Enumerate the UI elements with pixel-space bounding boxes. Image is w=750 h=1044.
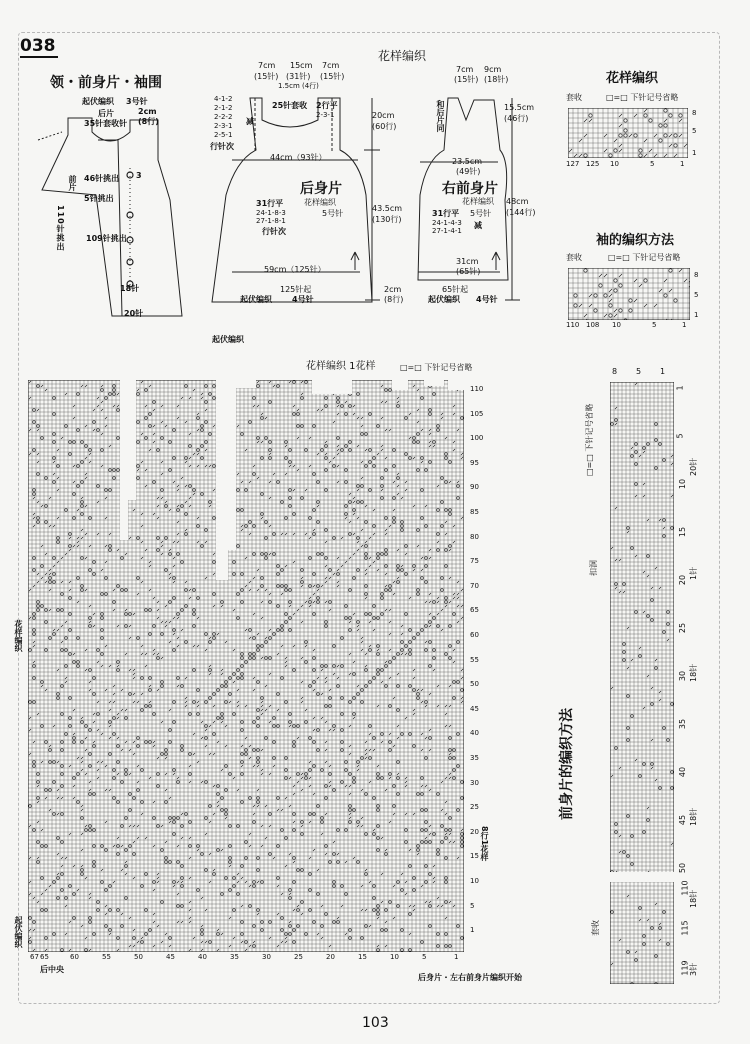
back-title: 后身片 [300,181,342,197]
front-stitch-count: 1针 [689,566,698,580]
label: 5 [692,127,697,135]
front-stitch-count: 3针 [689,962,698,976]
row-number: 75 [470,557,479,566]
row-number: 80 [470,532,479,541]
front-stitch-count: 18针 [689,807,698,826]
pattern-number: 038 [20,36,56,56]
label: (15针) [320,72,345,81]
column-number: 1 [454,953,459,961]
main-chart-legend: □=□ 下针记号省略 [400,363,473,372]
column-number: 5 [422,953,427,961]
row-number: 95 [470,458,479,467]
column-number: 45 [166,953,175,961]
label: 110针挑出 [56,205,65,252]
label: 前片 [68,175,77,191]
label: 2-5-1 [214,131,233,139]
label: 5号针 [322,209,344,218]
label: 7cm [322,61,340,70]
label: 起伏编织 [428,295,460,304]
row-number: 70 [470,581,479,590]
label: 行针次 [210,142,234,151]
row-number: 10 [470,877,479,885]
front-row-number: 40 [678,766,688,778]
row-number: 55 [470,655,479,664]
label: 2cm [384,285,402,294]
label: (144行) [506,208,536,217]
label: 67 [30,953,39,961]
label: 5针挑出 [84,194,114,203]
row-number: 1 [470,926,475,935]
front-col-number: 1 [660,367,666,376]
label: 2-1-2 [214,104,233,112]
row-number: 100 [470,434,484,443]
label: (8行) [138,117,159,126]
label: 套收 [591,920,600,936]
row-number: 35 [470,754,479,762]
label: 4号针 [292,295,314,304]
main-knitting-chart [28,380,464,952]
label: 8 [694,271,699,279]
main-chart-header: 花样编织 1花样 [306,361,376,372]
label: 5 [694,291,699,299]
small-chart-legend: □=□ 下针记号省略 [606,93,679,102]
label: 20cm [372,111,395,120]
label: 46针挑出 [84,174,120,183]
front-method-legend: □=□ 下针记号省略 [585,403,594,476]
label: 套收 [566,93,582,102]
front-row-number: 15 [678,526,688,538]
label: 110 [566,321,580,329]
label: 行针次 [262,227,286,236]
pattern-knit-heading: 花样编织 [378,49,427,63]
label: 1 [692,149,697,157]
front-row-number: 30 [678,670,688,682]
front-col-number: 8 [612,367,618,376]
front-placket-chart [610,382,674,984]
front-row-number: 110 [680,880,690,896]
row-number: 105 [470,409,484,418]
label: 15cm [290,61,313,70]
row-number: 5 [470,901,475,910]
label: 60 [70,953,79,961]
label: 4-1-2 [214,95,233,103]
label: 15.5cm [504,103,535,112]
label: 7cm [258,61,276,70]
label: 后中央 [40,965,64,974]
column-number: 55 [102,953,111,961]
label: 108 [586,321,600,329]
front-stitch-count: 20针 [689,457,698,476]
front-row-number: 35 [678,718,688,730]
label: 25针套收 [272,101,308,110]
front-row-number: 50 [678,862,688,874]
label: 和后片同 [436,100,445,132]
row-number: 65 [470,606,479,615]
label: 4号针 [476,295,498,304]
row-number: 40 [470,729,479,738]
label: 套收 [566,253,582,262]
label: 2-2-2 [214,113,233,121]
sleeve-pattern-chart [568,268,690,320]
label: 5 [652,321,657,329]
column-number: 40 [198,953,207,961]
label: 65针起 [442,285,469,294]
label: 10 [610,160,619,168]
label: 花样编织 [14,620,23,652]
front-title: 右前身片 [442,181,498,197]
label: 10 [612,321,621,329]
label: 1 [680,160,685,168]
front-stitch-count: 18针 [689,663,698,682]
label: (130行) [372,215,402,224]
label: 125针起 [280,285,312,294]
row-number: 90 [470,483,479,492]
row-number: 25 [470,803,479,812]
label: 2-3-1 [214,122,233,130]
label: 花样编织 [462,197,494,206]
label: 44cm（93针） [270,153,327,162]
label: 109针挑出 [86,234,127,243]
row-number: 60 [470,631,479,639]
column-number: 10 [390,953,399,961]
label: 2-3-1 [316,111,335,119]
front-stitch-count: 18针 [689,889,698,908]
small-pattern-chart [568,108,688,158]
label: 24-1-4-3 [432,219,462,227]
label: 8 [692,109,697,117]
row-number: 45 [470,704,479,713]
label: 20针 [124,309,144,318]
label: 7cm [456,65,474,74]
column-number: 50 [134,953,143,961]
front-row-number: 45 [678,814,688,826]
label: 9cm [484,65,502,74]
label: 后片 [98,109,114,118]
label: 31cm [456,257,479,266]
small-chart-title: 花样编织 [606,71,659,86]
front-row-number: 25 [678,622,688,634]
label: 27-1-8-1 [256,217,286,225]
label: 1 [694,311,699,319]
label: 3号针 [126,97,148,106]
label: 48cm [506,197,529,206]
label: 24-1-8-3 [256,209,286,217]
label: 5号针 [470,209,492,218]
row-number: 50 [470,680,479,689]
label: 1.5cm [278,82,300,90]
label: 31行平 [432,209,460,218]
row-number: 30 [470,778,479,787]
label: 23.5cm [452,157,483,166]
label: 127 [566,160,580,168]
label: (46行) [504,114,529,123]
label: 8行1花样 [480,826,489,862]
label: 125 [586,160,600,168]
label: 花样编织 [304,198,336,207]
row-number: 85 [470,508,479,516]
front-row-number: 1 [675,385,685,391]
sleeve-chart-title: 袖的编织方法 [596,233,675,248]
label: 31行平 [256,199,284,208]
label: 65 [40,953,49,961]
front-row-number: 5 [675,433,685,439]
label: 减 [246,117,254,126]
row-number: 15 [470,852,479,861]
label: 起伏编织 [240,295,272,304]
label: (18针) [484,75,509,84]
column-number: 30 [262,953,271,961]
label: (49针) [456,167,481,176]
label: 起伏编织 [212,335,244,344]
label: 3 [136,171,142,180]
front-col-number: 5 [636,367,642,376]
page-number: 103 [362,1015,389,1031]
row-number: 110 [470,385,484,393]
label: (4行) [302,82,319,90]
label: (15针) [254,72,279,81]
label: (31针) [286,72,311,81]
label: 27-1-4-1 [432,227,462,235]
column-number: 25 [294,953,303,961]
label: 扣洞 [589,560,598,576]
front-row-number: 119 [680,960,690,976]
label: 43.5cm [372,204,403,213]
label: (8行) [384,295,404,304]
label: 2cm [138,107,157,116]
label: (65针) [456,267,481,276]
column-number: 35 [230,953,239,961]
neck-title: 领・前身片・袖围 [50,75,162,91]
start-note: 后身片・左右前身片编织开始 [418,973,522,982]
label: 减 [474,221,482,230]
label: 18针 [120,284,140,293]
label: 35针套收针 [84,119,128,128]
label: 起伏编织 [82,97,114,106]
column-number: 20 [326,953,335,961]
label: 2行平 [316,101,338,110]
label: (15针) [454,75,479,84]
column-number: 15 [358,953,367,961]
label: 起伏编织 [14,916,23,948]
label: 1 [682,321,687,329]
front-row-number: 115 [680,920,690,936]
front-row-number: 20 [678,574,688,586]
label: 5 [650,160,655,168]
label: (60行) [372,122,397,131]
front-method-title: 前身片的编织方法 [559,708,575,820]
row-number: 20 [470,827,479,836]
sleeve-chart-legend: □=□ 下针记号省略 [608,253,681,262]
front-row-number: 10 [678,478,688,490]
label: 59cm（125针） [264,265,326,274]
